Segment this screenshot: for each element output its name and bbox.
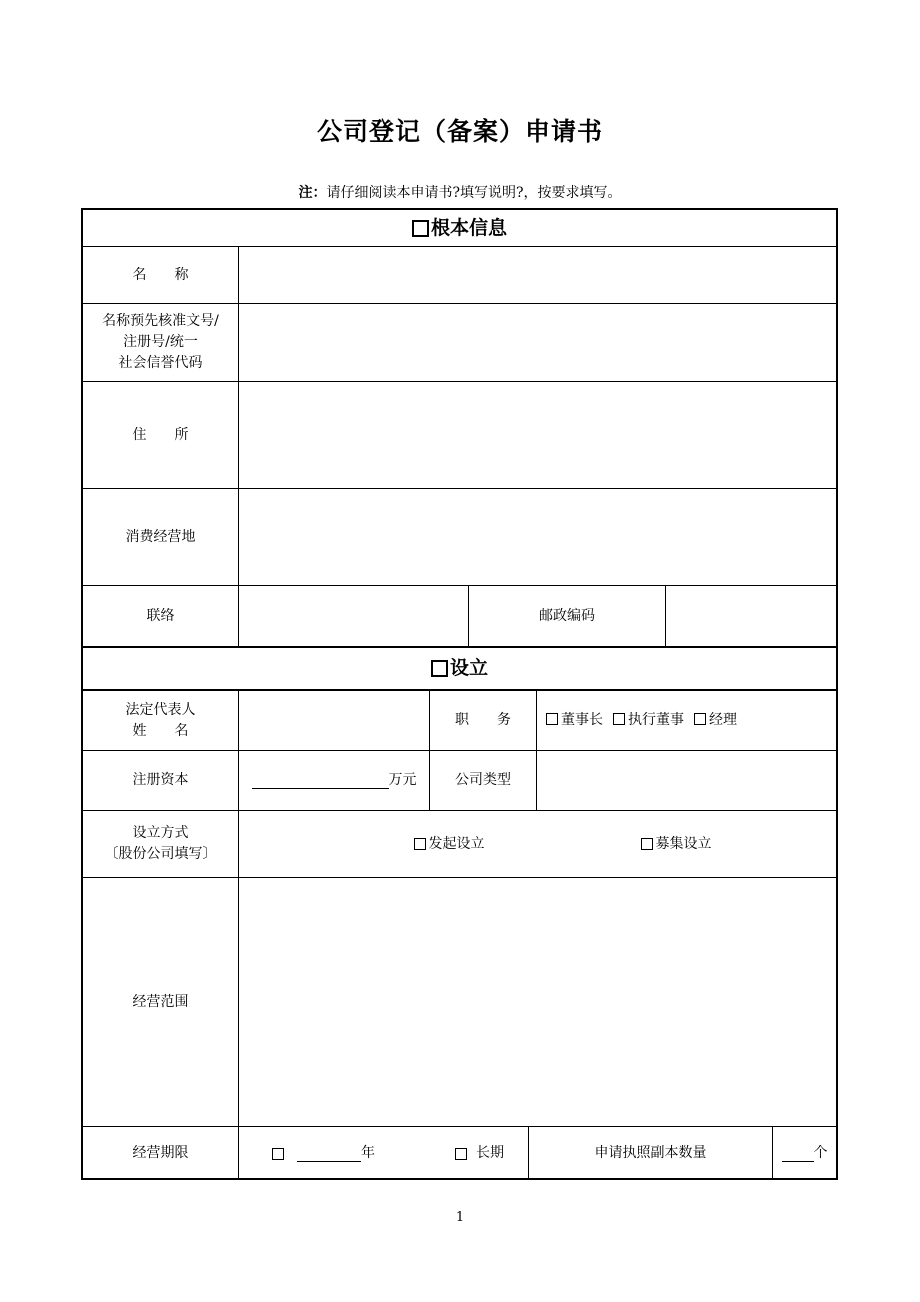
method-option-subscription[interactable]: 募集设立 (616, 811, 736, 877)
checkbox-icon[interactable] (455, 1148, 467, 1160)
position-option-chairman[interactable]: 董事长 (546, 710, 603, 731)
legal-representative-label: 法定代表人 姓 名 (125, 701, 196, 739)
application-form (81, 208, 838, 1180)
term-long-option[interactable]: 长期 (455, 1127, 515, 1180)
checkbox-icon[interactable] (272, 1148, 284, 1160)
registration-code-field[interactable] (239, 304, 836, 381)
checkbox-icon[interactable] (613, 713, 625, 725)
business-place-label: 消费经营地 (125, 528, 196, 545)
page-title: 公司登记（备案）申请书 (316, 117, 603, 146)
business-scope-label: 经营范围 (132, 993, 189, 1010)
term-year-unit: 年 (361, 1145, 375, 1161)
registered-capital-field[interactable] (239, 751, 429, 810)
registered-capital-label: 注册资本 (132, 772, 189, 788)
operating-term-label: 经营期限 (132, 1145, 189, 1161)
postal-code-field[interactable] (666, 586, 836, 646)
setup-method-label: 设立方式 〔股份公司填写〕 (104, 825, 217, 862)
section-header-setup (83, 648, 836, 689)
position-label: 职 务 (455, 712, 511, 728)
term-years-option[interactable] (272, 1127, 392, 1180)
section-header-basic (83, 210, 836, 246)
page-number: 1 (455, 1210, 465, 1225)
postal-code-label: 邮政编码 (539, 607, 595, 624)
company-type-label: 公司类型 (455, 772, 511, 788)
copies-blank[interactable] (782, 1146, 814, 1162)
contact-field[interactable] (239, 586, 468, 646)
checkbox-icon[interactable] (641, 838, 653, 850)
checkbox-icon[interactable] (546, 713, 558, 725)
registration-code-label: 名称预先核准文号/ 注册号/统一 社会信誉代码 (102, 313, 219, 371)
section-title-basic: 根本信息 (430, 216, 507, 239)
position-options (537, 691, 836, 750)
business-place-field[interactable] (239, 489, 836, 585)
term-years-blank[interactable] (297, 1146, 361, 1162)
section-title-setup: 设立 (449, 657, 488, 679)
name-label: 名 称 (132, 266, 189, 283)
license-copies-field[interactable] (773, 1127, 836, 1180)
position-option-manager[interactable]: 经理 (694, 710, 737, 731)
form-note (0, 182, 920, 202)
position-option-executive-director[interactable]: 执行董事 (613, 710, 684, 731)
checkbox-icon[interactable] (431, 660, 448, 677)
checkbox-icon[interactable] (694, 713, 706, 725)
contact-label: 联络 (146, 607, 175, 624)
checkbox-icon[interactable] (412, 220, 429, 237)
legal-representative-field[interactable] (239, 691, 429, 750)
note-text: 请仔细阅读本申请书?填写说明?，按要求填写。 (326, 185, 622, 201)
address-field[interactable] (239, 382, 836, 488)
copies-unit: 个 (813, 1145, 828, 1161)
business-scope-field[interactable] (239, 878, 836, 1126)
name-field[interactable] (239, 247, 836, 303)
capital-blank[interactable] (252, 773, 389, 789)
checkbox-icon[interactable] (414, 838, 426, 850)
address-label: 住 所 (132, 426, 189, 443)
note-label: 注： (298, 185, 327, 201)
capital-unit: 万元 (388, 772, 417, 788)
method-option-promotion[interactable]: 发起设立 (389, 811, 509, 877)
company-type-field[interactable] (537, 751, 836, 810)
license-copies-label: 申请执照副本数量 (594, 1145, 707, 1161)
